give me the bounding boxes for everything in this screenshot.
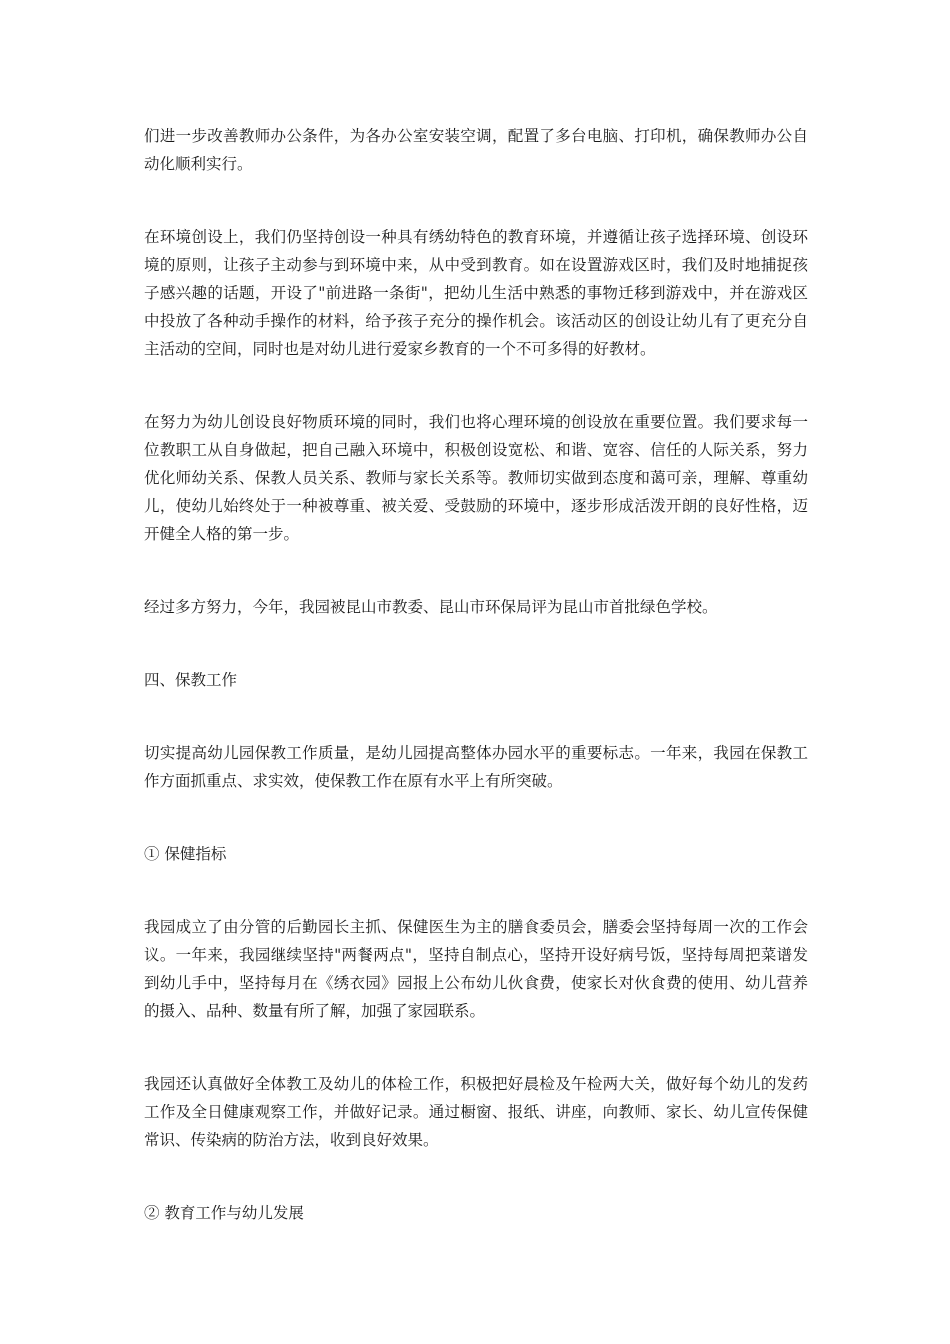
paragraph-environment-creation: 在环境创设上，我们仍坚持创设一种具有绣幼特色的教育环境，并遵循让孩子选择环境、创设环境的原则，让孩子主动参与到环境中来，从中受到教育。如在设置游戏区时，我们及时地捕捉孩子感兴趣的话题，开设了"前进路一条街"，把幼儿生活中熟悉的事物迁移到游戏中，并在游戏区中投放了各种动手操作的材料，给予孩子充分的操作机会。该活动区的创设让幼儿有了更充分自主活动的空间，同时也是对幼儿进行爱家乡教育的一个不可多得的好教材。 — [144, 228, 808, 358]
paragraph-care-education-intro: 切实提高幼儿园保教工作质量，是幼儿园提高整体办园水平的重要标志。一年来，我园在保教工作方面抓重点、求实效，使保教工作在原有水平上有所突破。 — [144, 744, 808, 790]
subheading-health-indicators: ① 保健指标 — [144, 845, 227, 863]
paragraph-psychological-environment: 在努力为幼儿创设良好物质环境的同时，我们也将心理环境的创设放在重要位置。我们要求每一位教职工从自身做起，把自己融入环境中，积极创设宽松、和谐、宽容、信任的人际关系，努力优化师幼关系、保教人员关系、教师与家长关系等。教师切实做到态度和蔼可亲，理解、尊重幼儿，使幼儿始终处于一种被尊重、被关爱、受鼓励的环境中，逐步形成活泼开朗的良好性格，迈开健全人格的第一步。 — [144, 413, 808, 543]
subheading-education-development: ② 教育工作与幼儿发展 — [144, 1204, 304, 1222]
paragraph-health-checks: 我园还认真做好全体教工及幼儿的体检工作，积极把好晨检及午检两大关，做好每个幼儿的发药工作及全日健康观察工作，并做好记录。通过橱窗、报纸、讲座，向教师、家长、幼儿宣传保健常识、传染病的防治方法，收到良好效果。 — [144, 1075, 808, 1149]
paragraph-office-conditions: 们进一步改善教师办公条件，为各办公室安装空调，配置了多台电脑、打印机，确保教师办公自动化顺利实行。 — [144, 127, 808, 173]
section-heading-care-education: 四、保教工作 — [144, 671, 238, 689]
document-page — [144, 122, 808, 1227]
paragraph-meal-committee: 我园成立了由分管的后勤园长主抓、保健医生为主的膳食委员会，膳委会坚持每周一次的工作会议。一年来，我园继续坚持"两餐两点"，坚持自制点心，坚持开设好病号饭，坚持每周把菜谱发到幼儿手中，坚持每月在《绣衣园》园报上公布幼儿伙食费，使家长对伙食费的使用、幼儿营养的摄入、品种、数量有所了解，加强了家园联系。 — [144, 918, 808, 1020]
paragraph-green-school: 经过多方努力，今年，我园被昆山市教委、昆山市环保局评为昆山市首批绿色学校。 — [144, 598, 718, 616]
